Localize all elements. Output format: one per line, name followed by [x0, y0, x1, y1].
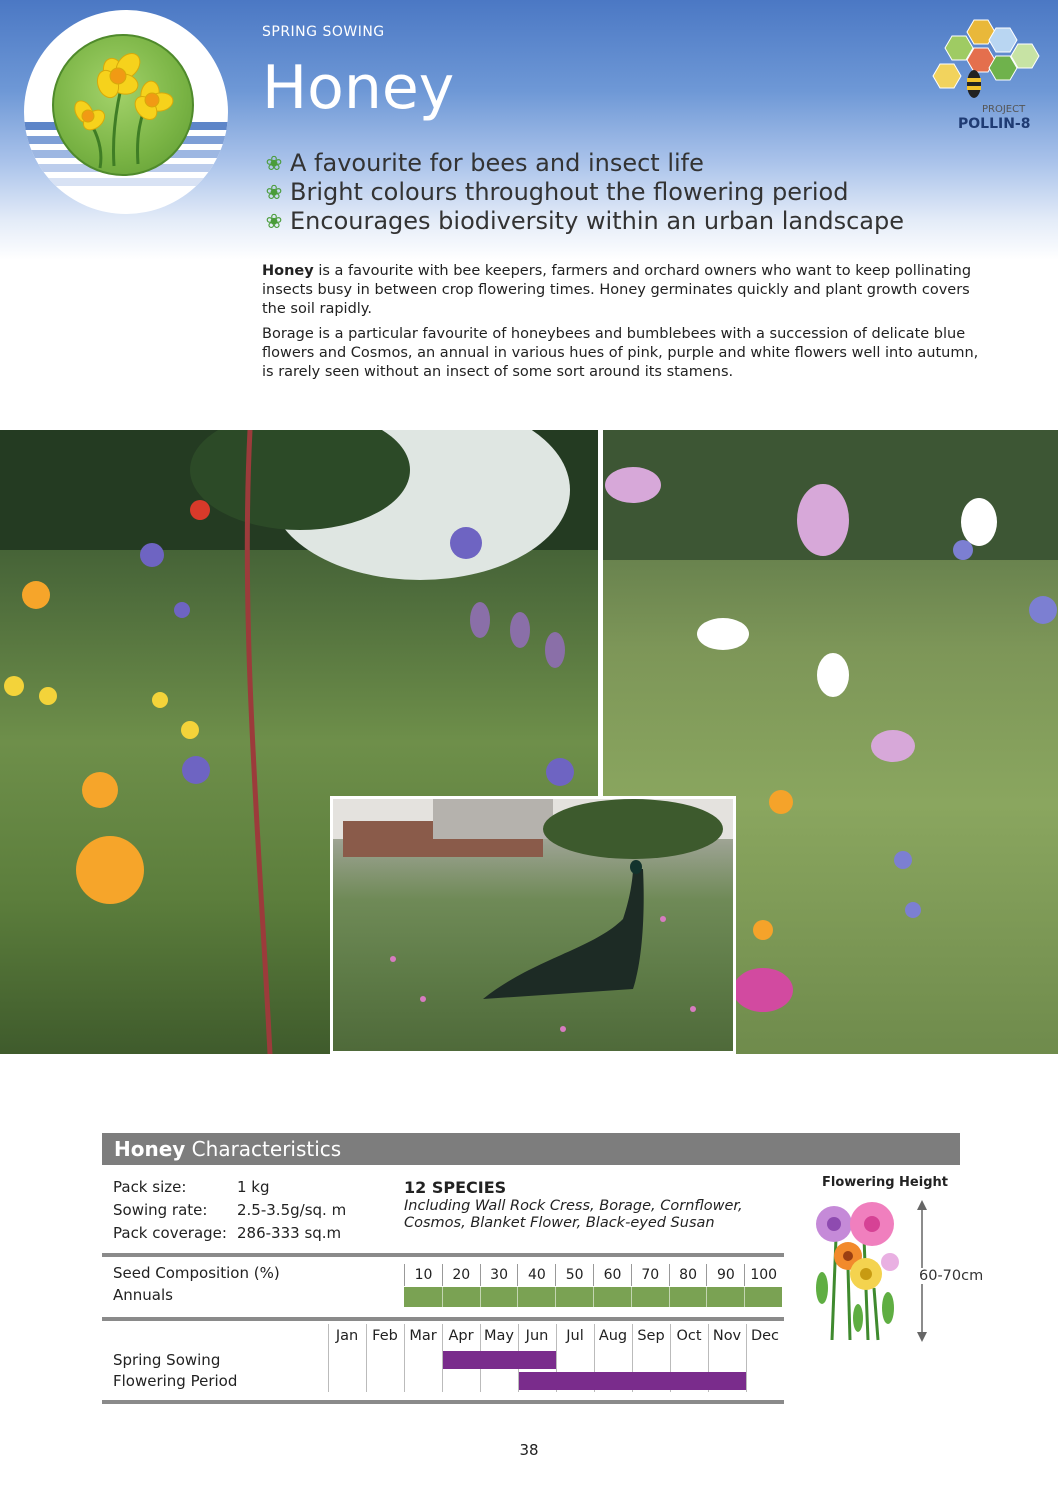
flower-bullet-icon: ❀ — [265, 208, 283, 233]
month-label: Jan — [335, 1328, 359, 1344]
pack-coverage-value: 286-333 sq.m — [237, 1224, 342, 1242]
intro-lead: Honey — [262, 263, 314, 279]
brand-name: POLLIN-8 — [958, 116, 1031, 132]
species-list: Including Wall Rock Cress, Borage, Cornflower, Cosmos, Blanket Flower, Black-eyed Susan — [404, 1198, 743, 1231]
spring-sowing-label: Spring Sowing — [113, 1351, 221, 1369]
flowering-period-bar — [519, 1372, 746, 1390]
flowering-height-title: Flowering Height — [822, 1175, 948, 1190]
page-title: Honey — [262, 53, 455, 123]
intro-paragraph-2: Borage is a particular favourite of honeybees and bumblebees with a succession of delicate blue flowers and Cosmos, an annual in various hues of pink, purple and white flowers well into autumn, is rarely seen without an insect of some sort around its stamens. — [262, 326, 979, 380]
peacock-garden-photo — [330, 796, 736, 1054]
composition-tick: 80 — [669, 1264, 707, 1286]
sowing-rate-row — [113, 1201, 346, 1219]
daffodil-logo — [24, 10, 228, 214]
flower-bullet-icon: ❀ — [265, 179, 283, 204]
month-label: Jun — [525, 1328, 549, 1344]
pollin8-brand — [930, 18, 1040, 136]
composition-bar-divider — [631, 1287, 632, 1307]
characteristics-header-bold: Honey — [114, 1137, 186, 1161]
flower-bouquet-icon — [808, 1198, 908, 1346]
month-label: Feb — [372, 1328, 398, 1344]
photo-collage — [0, 430, 1058, 1054]
composition-tick: 60 — [593, 1264, 631, 1286]
feature-bullets — [262, 148, 1022, 235]
pack-size-value: 1 kg — [237, 1178, 270, 1196]
sowing-calendar — [328, 1324, 784, 1392]
month-label: Aug — [598, 1328, 628, 1344]
species-count: 12 SPECIES — [404, 1178, 507, 1197]
composition-tick: 30 — [480, 1264, 518, 1286]
composition-tick: 40 — [517, 1264, 555, 1286]
sowing-period-bar — [443, 1351, 556, 1369]
intro-paragraph-1 — [262, 262, 982, 319]
flower-bullet-icon: ❀ — [265, 150, 283, 175]
composition-bar-divider — [555, 1287, 556, 1307]
pack-size-row — [113, 1178, 270, 1196]
feature-text: Encourages biodiversity within an urban landscape — [290, 206, 904, 235]
characteristics-header-rest: Characteristics — [185, 1137, 342, 1161]
category-eyebrow: SPRING SOWING — [262, 24, 385, 40]
month-label: Dec — [750, 1328, 780, 1344]
flowering-period-label: Flowering Period — [113, 1372, 238, 1390]
composition-bar-divider — [593, 1287, 594, 1307]
month-label: Sep — [637, 1328, 665, 1344]
pack-size-label: Pack size: — [113, 1178, 187, 1196]
composition-scale — [404, 1264, 782, 1286]
pack-coverage-row — [113, 1224, 341, 1242]
sowing-rate-label: Sowing rate: — [113, 1201, 208, 1219]
composition-tick: 100 — [744, 1264, 782, 1286]
composition-bar-divider — [442, 1287, 443, 1307]
feature-bullet — [262, 148, 1022, 177]
feature-bullet — [262, 177, 1022, 206]
composition-bar-divider — [706, 1287, 707, 1307]
month-label: May — [484, 1328, 514, 1344]
daffodil-icon — [52, 34, 194, 176]
composition-bar-divider — [517, 1287, 518, 1307]
composition-tick: 50 — [555, 1264, 593, 1286]
page-number: 38 — [519, 1441, 539, 1459]
intro-text — [262, 262, 982, 388]
composition-tick: 20 — [442, 1264, 480, 1286]
intro-body: is a favourite with bee keepers, farmers and orchard owners who want to keep pollinating insects busy in between crop flowering times. Honey germinates quickly and plant growth covers the soil rapidly. — [262, 263, 972, 317]
characteristics-header — [102, 1133, 960, 1165]
composition-tick: 90 — [706, 1264, 744, 1286]
composition-bar-divider — [669, 1287, 670, 1307]
feature-text: A favourite for bees and insect life — [290, 148, 704, 177]
flowering-height-value: 60-70cm — [919, 1268, 984, 1284]
seed-composition-label: Seed Composition (%) — [113, 1264, 280, 1282]
feature-bullet — [262, 206, 1022, 235]
composition-tick: 10 — [404, 1264, 442, 1286]
month-label: Mar — [409, 1328, 437, 1344]
feature-text: Bright colours throughout the flowering period — [290, 177, 849, 206]
composition-bar-divider — [480, 1287, 481, 1307]
month-label: Nov — [712, 1328, 742, 1344]
month-label: Oct — [676, 1328, 702, 1344]
month-label: Jul — [566, 1328, 584, 1344]
sowing-rate-value: 2.5-3.5g/sq. m — [237, 1201, 347, 1219]
pack-coverage-label: Pack coverage: — [113, 1224, 227, 1242]
section-divider — [102, 1253, 784, 1257]
annuals-label: Annuals — [113, 1286, 173, 1304]
composition-tick: 70 — [631, 1264, 669, 1286]
bee-hexagon-logo — [930, 18, 1040, 108]
section-divider — [102, 1317, 784, 1321]
composition-bar-divider — [744, 1287, 745, 1307]
brand-project-label: PROJECT — [982, 104, 1026, 115]
month-label: Apr — [448, 1328, 474, 1344]
section-divider — [102, 1400, 784, 1404]
